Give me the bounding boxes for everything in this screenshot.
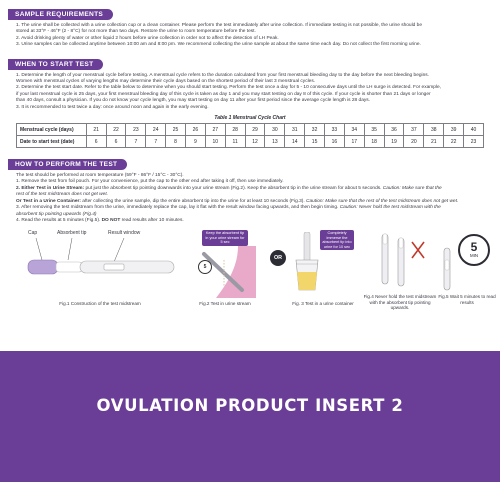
cycle-day-cell: 38: [424, 124, 444, 136]
start-date-cell: 20: [404, 136, 424, 148]
step4-lead: 4. Read the results at 5 minutes (Fig.5).: [16, 217, 102, 223]
step2b-lead: Or Test in a Urine Container:: [16, 198, 81, 204]
table-row: [17, 136, 484, 148]
table-row: [17, 124, 484, 136]
when-to-start-heading: WHEN TO START TEST: [8, 59, 103, 70]
start-line: than 40 days, consult a physician. If you do not know your cycle length, you may start testing on day 11 after your first period since the average cycle length is 28 days.: [16, 98, 371, 104]
label-cap: Cap: [28, 230, 38, 237]
sample-line: stored at 33°F - 46°F (2 - 8°C) for not more than two days. Restore the urine to room temperature before the test.: [16, 29, 256, 35]
timer-5min-unit: MIN: [469, 253, 479, 259]
start-date-cell: 17: [344, 136, 364, 148]
caption-fig1: Fig.1 Construction of the test midstream: [59, 301, 141, 307]
start-date-cell: 9: [186, 136, 206, 148]
how-to-heading: HOW TO PERFORM THE TEST: [8, 159, 127, 170]
sample-line: 2. Avoid drinking plenty of water or other liquid 2 hours before urine collection in order not to affect the detection of LH Peak.: [16, 35, 279, 41]
start-date-cell: 13: [265, 136, 285, 148]
row-label-cycle: Menstrual cycle (days): [17, 124, 87, 136]
fig2-note: Keep the absorbent tip in your urine stream for 5 sec: [202, 230, 248, 245]
start-date-cell: 21: [424, 136, 444, 148]
cycle-day-cell: 29: [245, 124, 265, 136]
fig2-urine-stream: [194, 228, 256, 314]
row-label-start: Date to start test (date): [17, 136, 87, 148]
sample-line: 3. Urine samples can be collected anytime between 10:00 am and 8:00 pm. We recommend collecting the urine sample at about the same time each day. Do not collect the first morning urine.: [16, 42, 421, 48]
step4-tail: read results after 10 minutes.: [120, 217, 184, 223]
start-date-cell: 15: [305, 136, 325, 148]
fig4-never-upwards: [363, 228, 437, 314]
how-line: 1. Remove the test from foil pouch. For your convenience, put the cap to the other end after taking it off, then use immediately.: [16, 179, 284, 185]
step2b-text: after collecting the urine sample, dip the entire absorbent tip into the urine for at least 10 seconds (Fig.3).: [80, 198, 305, 204]
cycle-day-cell: 28: [225, 124, 245, 136]
cycle-day-cell: 21: [86, 124, 106, 136]
title-banner: [0, 351, 500, 482]
start-date-cell: 7: [126, 136, 146, 148]
start-date-cell: 14: [285, 136, 305, 148]
how-line: [16, 218, 484, 224]
how-to-text: [16, 173, 484, 224]
step2b-caution: Caution: Make sure that the rest of the test midstream does not get wet.: [304, 198, 459, 204]
cycle-day-cell: 22: [106, 124, 126, 136]
cycle-day-cell: 24: [146, 124, 166, 136]
start-date-cell: 19: [384, 136, 404, 148]
start-line: if your last menstrual cycle is 25 days, your first menstrual bleeding day of this cycle is taken as day 1 and you may start testing on day 8 of this cycle. If your cycle is shorter than 21 days or longer: [16, 91, 431, 97]
start-line: 2. Determine the test start date. Refer to the table below to determine when you should start testing. Perform the test once a day for 5 - 10 consecutive days until the LH surge is detected. For example,: [16, 85, 442, 91]
cycle-day-cell: 35: [364, 124, 384, 136]
step2-text: put just the absorbent tip pointing downwards into your urine stream (Fig.2). Keep the absorbent tip in the urine stream for about 5 seconds.: [84, 185, 382, 191]
step4-bold: DO NOT: [101, 217, 121, 223]
fig1-construction: [20, 228, 180, 314]
start-line: 3. It is recommended to test twice a day: once around noon and again in the early evening.: [16, 104, 209, 110]
caption-fig2: Fig.2 Test in urine stream: [199, 301, 251, 307]
start-date-cell: 16: [325, 136, 345, 148]
caption-fig3: Fig. 3 Test in a urine container: [292, 301, 354, 307]
test-midstream-icon: [20, 236, 180, 286]
start-date-cell: 6: [86, 136, 106, 148]
step3-caution: Caution: Never hold the test midstream with the: [338, 205, 441, 211]
fig5-wait: [438, 228, 496, 314]
start-date-cell: 8: [166, 136, 186, 148]
step2-cont: rest of the test midstream does not get wet.: [16, 192, 108, 198]
sample-line: 1. The urine shall be collected with a urine collection cup or a clean container. Please perform the test immediately after urine collection. If immediate testing is not possible, the urine should be: [16, 23, 423, 28]
start-line: 1. Determine the length of your menstrual cycle before testing. A menstrual cycle refers to the duration calculated from your first menstrual bleeding day to the day before the next bleeding begins.: [16, 72, 430, 78]
start-date-cell: 7: [146, 136, 166, 148]
or-badge: OR: [270, 250, 286, 266]
cycle-day-cell: 26: [186, 124, 206, 136]
sample-requirements-heading: SAMPLE REQUIREMENTS: [8, 9, 113, 20]
caption-fig4: Fig.4 Never hold the test midstream with the absorbent tip pointing upwards.: [363, 294, 437, 311]
start-date-cell: 6: [106, 136, 126, 148]
urine-cup-illustration: [290, 232, 356, 292]
step3-text: 3. After removing the test midstream from the urine, immediately replace the cap, lay it flat with the result window facing upwards, and then begin timing.: [16, 205, 339, 211]
cycle-day-cell: 36: [384, 124, 404, 136]
figures-row: [16, 228, 496, 314]
cycle-day-cell: 27: [205, 124, 225, 136]
upward-strips-illustration: [368, 228, 432, 292]
cycle-day-cell: 34: [344, 124, 364, 136]
how-line: The test should be performed at room temperature (59°F - 86°F / 15°C - 30°C).: [16, 173, 184, 179]
start-date-cell: 23: [464, 136, 484, 148]
fig3-urine-container: [290, 228, 356, 314]
cycle-day-cell: 31: [285, 124, 305, 136]
sample-requirements-text: [16, 23, 484, 49]
timer-5min-value: 5: [470, 240, 478, 255]
step3-cont: absorbent tip pointing upwards (Fig.4): [16, 211, 97, 217]
step2-lead: 2. Either Test in Urine Stream:: [16, 185, 85, 191]
cycle-day-cell: 33: [325, 124, 345, 136]
cycle-day-cell: 32: [305, 124, 325, 136]
cycle-day-cell: 25: [166, 124, 186, 136]
start-date-cell: 10: [205, 136, 225, 148]
label-result-window: Result window: [108, 230, 141, 237]
cycle-day-cell: 39: [444, 124, 464, 136]
fig3-note: Completely immerse the absorbent tip into urine for 10 sec: [320, 230, 354, 250]
start-date-cell: 18: [364, 136, 384, 148]
caption-fig5: Fig.5 Wait 5 minutes to read results: [438, 294, 496, 305]
cycle-day-cell: 30: [265, 124, 285, 136]
start-date-cell: 12: [245, 136, 265, 148]
step2-caution: Caution: Make sure that the: [381, 185, 442, 191]
cycle-day-cell: 37: [404, 124, 424, 136]
label-absorbent-tip: Absorbent tip: [57, 230, 87, 237]
menstrual-cycle-table: [16, 123, 484, 148]
when-to-start-text: [16, 73, 484, 111]
start-date-cell: 11: [225, 136, 245, 148]
banner-title: OVULATION PRODUCT INSERT 2: [96, 396, 404, 415]
cycle-day-cell: 40: [464, 124, 484, 136]
timer-5s-icon: 5: [198, 260, 212, 274]
cycle-day-cell: 23: [126, 124, 146, 136]
table-title: Table 1 Menstrual Cycle Chart: [214, 115, 286, 122]
start-line: Women with menstrual cycles of varying lengths may determine their cycle days based on the shortest period of their last 3 menstrual cycles.: [16, 79, 316, 85]
start-date-cell: 22: [444, 136, 464, 148]
